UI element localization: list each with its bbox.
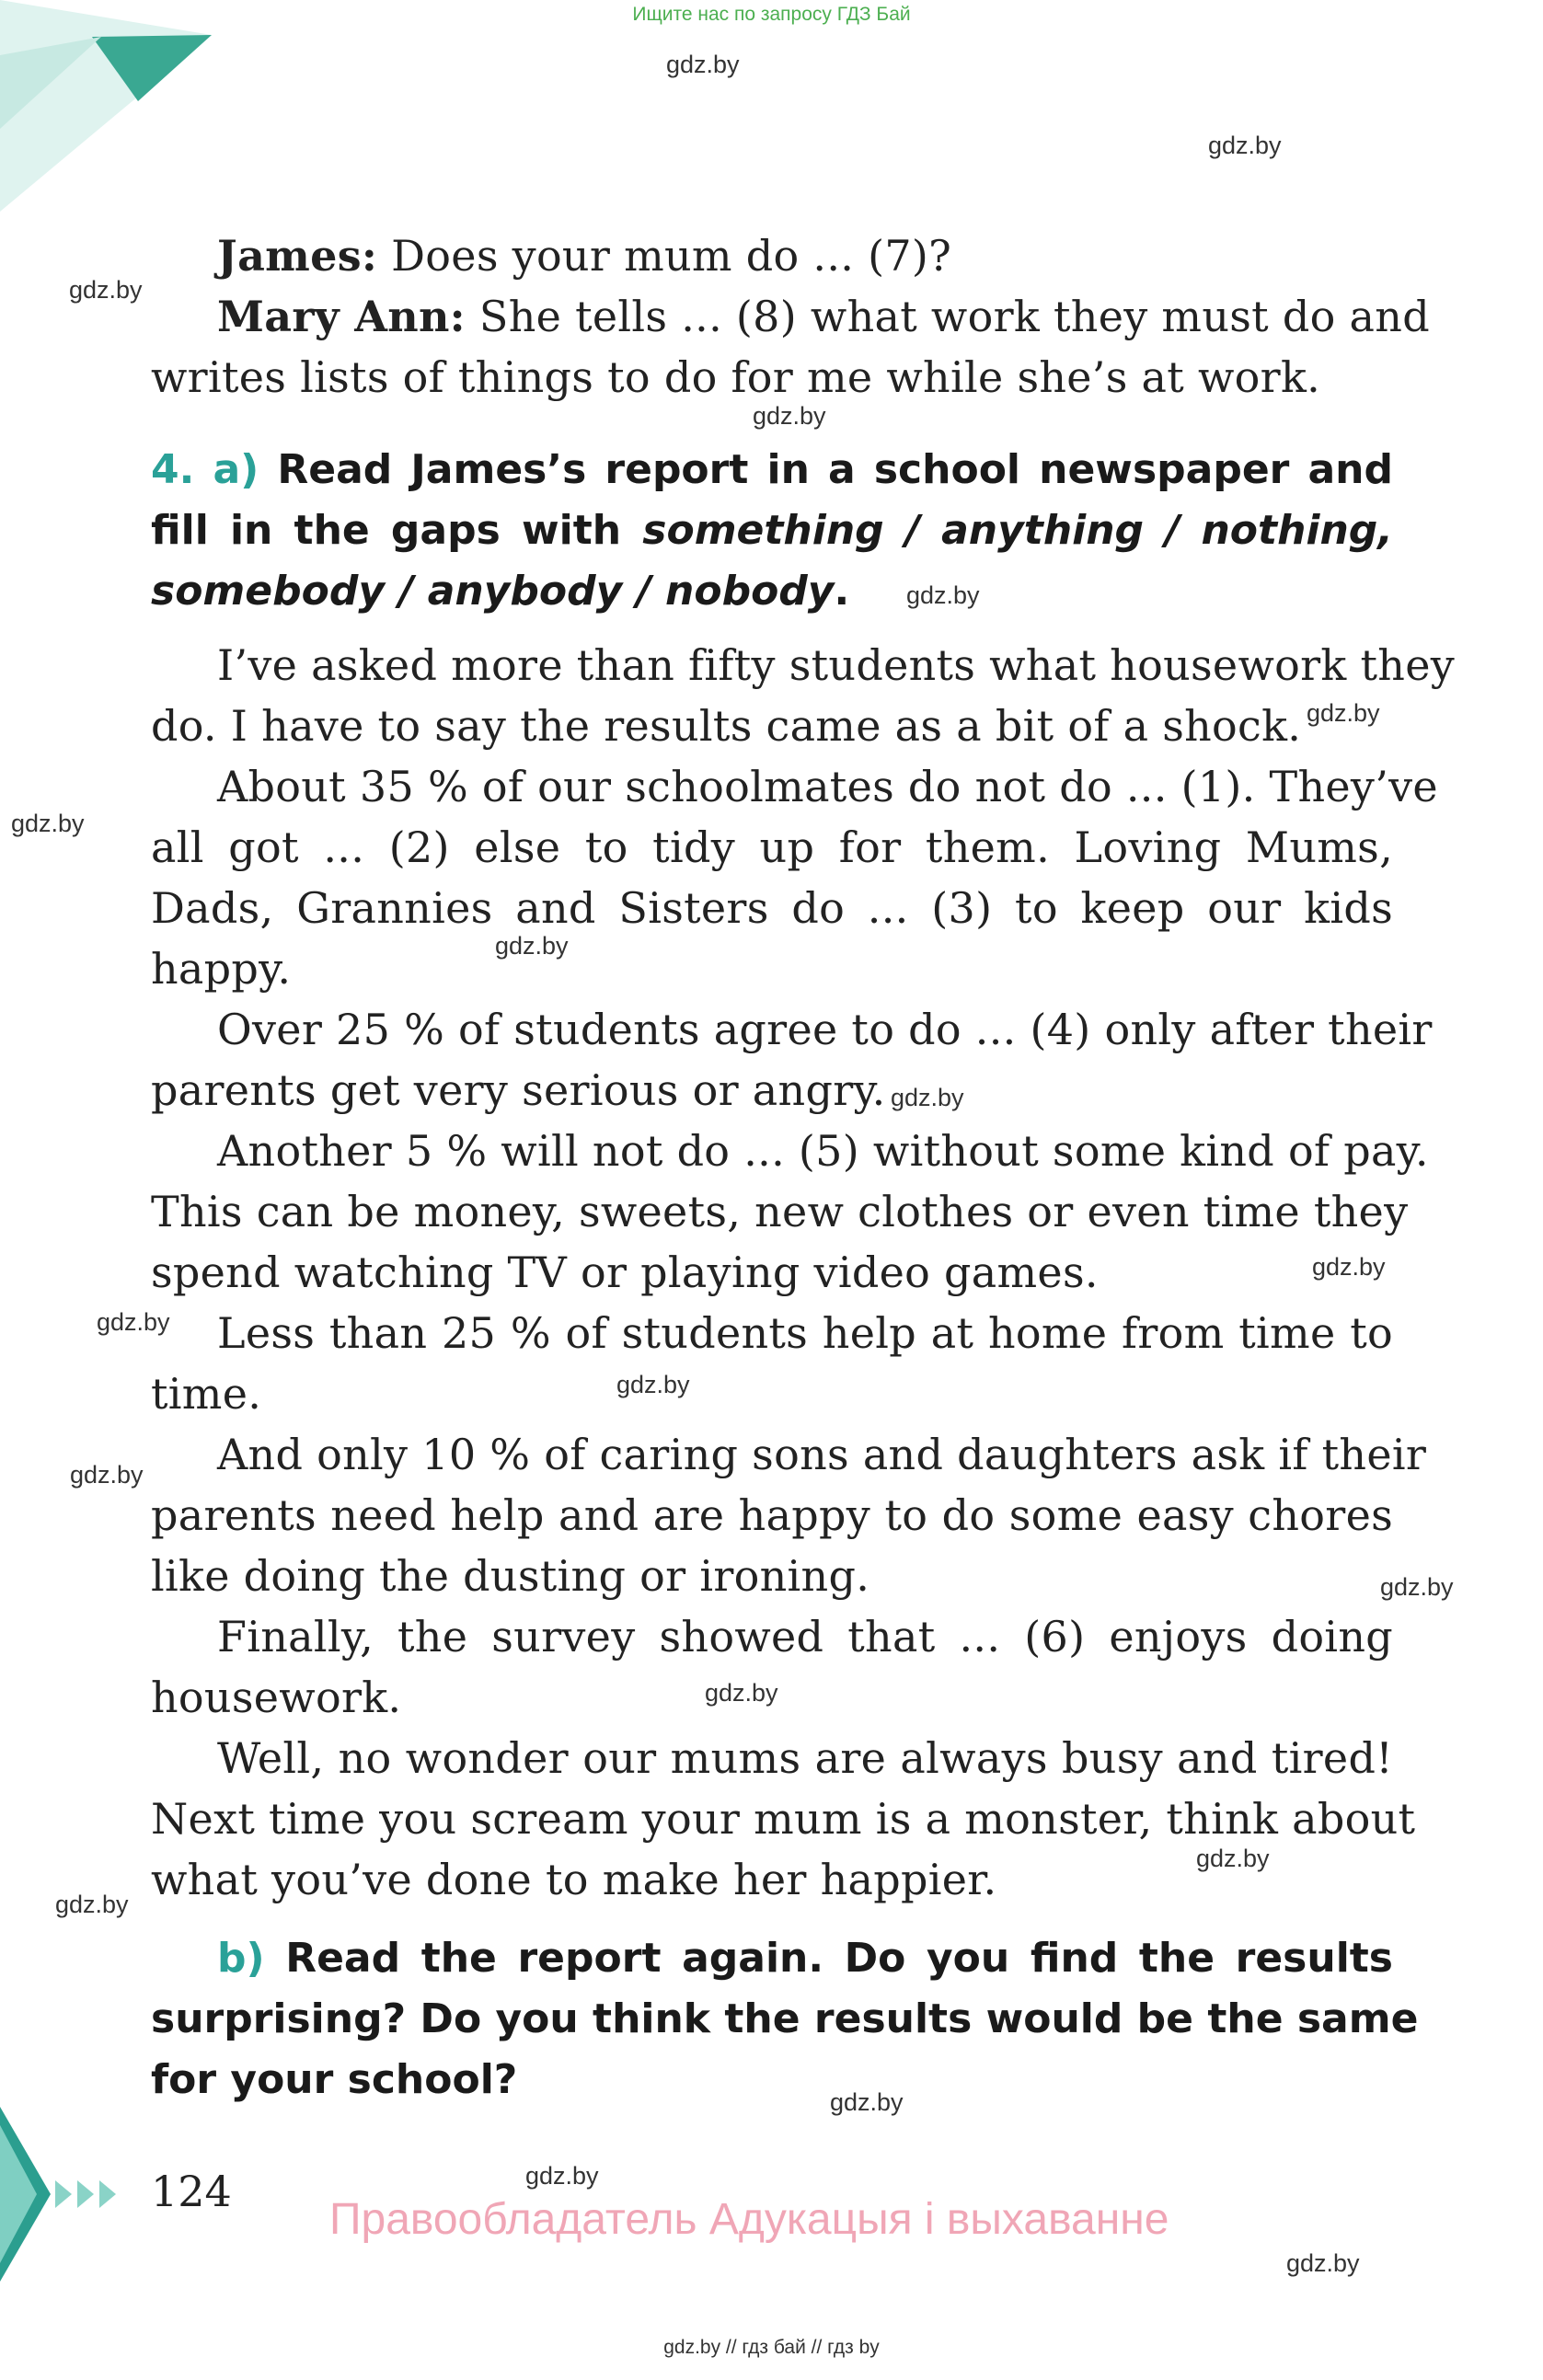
report-line: Next time you scream your mum is a monster, think about <box>151 1794 1416 1844</box>
watermark: gdz.by <box>495 932 569 960</box>
watermark: gdz.by <box>705 1679 778 1707</box>
watermark: gdz.by <box>830 2088 904 2116</box>
watermark: gdz.by <box>55 1891 129 1918</box>
report-line: Over 25 % of students agree to do ... (4) only after their <box>217 1005 1433 1054</box>
dialogue-text: She tells ... (8) what work they must do and <box>465 292 1430 341</box>
report-line: time. <box>151 1369 262 1419</box>
dialogue-line <box>151 286 1430 347</box>
task-label: b) <box>217 1935 265 1982</box>
report-line: what you’ve done to make her happier. <box>151 1855 997 1904</box>
task-4b-instruction-line <box>151 1928 1393 1989</box>
watermark: gdz.by <box>891 1084 964 1111</box>
report-line: parents get very serious or angry. <box>151 1065 886 1115</box>
watermark: gdz.by <box>1208 132 1282 159</box>
report-line: Another 5 % will not do ... (5) without some kind of pay. <box>217 1126 1429 1176</box>
bottom-left-arrow-decoration <box>0 2107 138 2282</box>
watermark: gdz.by <box>1196 1845 1270 1872</box>
footer-links[interactable]: gdz.by // гдз бай // гдз by <box>663 2337 880 2358</box>
speaker: Mary Ann: <box>217 292 466 341</box>
top-left-corner-decoration <box>0 0 221 212</box>
report-line: I’ve asked more than fifty students what housework they <box>217 640 1456 690</box>
task-4a-instruction-line <box>151 561 1393 622</box>
report-line: like doing the dusting or ironing. <box>151 1551 870 1601</box>
task-4a-instruction-line <box>151 500 1393 561</box>
report-line: housework. <box>151 1673 402 1722</box>
report-line: happy. <box>151 944 292 994</box>
instruction-text: Read the report again. Do you find the results <box>264 1935 1393 1982</box>
dialogue-line <box>151 347 1320 408</box>
word-options: somebody / anybody / nobody <box>151 568 835 615</box>
report-line: Finally, the survey showed that ... (6) enjoys doing <box>217 1612 1393 1661</box>
watermark: gdz.by <box>1286 2249 1360 2277</box>
watermark: gdz.by <box>1380 1573 1454 1601</box>
watermark: gdz.by <box>1307 699 1380 727</box>
watermark: gdz.by <box>70 1461 144 1489</box>
dialogue-text: writes lists of things to do for me while she’s at work. <box>151 352 1321 402</box>
word-options: something / anything / nothing, <box>642 507 1394 554</box>
report-line: all got ... (2) else to tidy up for them. Loving Mums, <box>151 822 1393 872</box>
report-line: This can be money, sweets, new clothes or even time they <box>151 1187 1409 1236</box>
task-4b-instruction-line: for your school? <box>151 2056 518 2103</box>
instruction-text: Read James’s report in a school newspaper and <box>259 446 1393 493</box>
report-line: About 35 % of our schoolmates do not do ... (1). They’ve <box>217 762 1438 811</box>
watermark: gdz.by <box>753 402 826 430</box>
watermark: gdz.by <box>11 810 85 837</box>
speaker: James: <box>217 231 378 281</box>
task-number: 4. a) <box>151 446 259 493</box>
watermark: gdz.by <box>906 581 980 609</box>
watermark: gdz.by <box>525 2162 599 2190</box>
dialogue-line <box>151 225 951 286</box>
watermark: gdz.by <box>1312 1253 1386 1281</box>
report-line: parents need help and are happy to do some easy chores <box>151 1490 1393 1540</box>
watermark: gdz.by <box>666 51 740 78</box>
copyright-notice: Правообладатель Адукацыя і выхаванне <box>329 2195 1169 2244</box>
task-4a-instruction-line <box>151 440 1393 500</box>
report-line: spend watching TV or playing video games. <box>151 1247 1099 1297</box>
report-line: Dads, Grannies and Sisters do ... (3) to keep our kids <box>151 883 1393 933</box>
report-line: Well, no wonder our mums are always busy and tired! <box>217 1733 1393 1783</box>
watermark: gdz.by <box>616 1371 690 1398</box>
page-number: 124 <box>151 2167 232 2216</box>
instruction-text: fill in the gaps with <box>151 507 643 554</box>
instruction-text: . <box>834 568 850 615</box>
dialogue-text: Does your mum do ... (7)? <box>377 231 952 281</box>
report-line: Less than 25 % of students help at home from time to <box>217 1308 1393 1358</box>
report-line: And only 10 % of caring sons and daughters ask if their <box>217 1430 1427 1479</box>
task-4b-instruction-line: surprising? Do you think the results would be the same <box>151 1995 1419 2042</box>
search-hint-link[interactable]: Ищите нас по запросу ГДЗ Бай <box>632 4 911 25</box>
report-line: do. I have to say the results came as a bit of a shock. <box>151 701 1302 751</box>
watermark: gdz.by <box>69 276 143 304</box>
watermark: gdz.by <box>97 1308 170 1336</box>
